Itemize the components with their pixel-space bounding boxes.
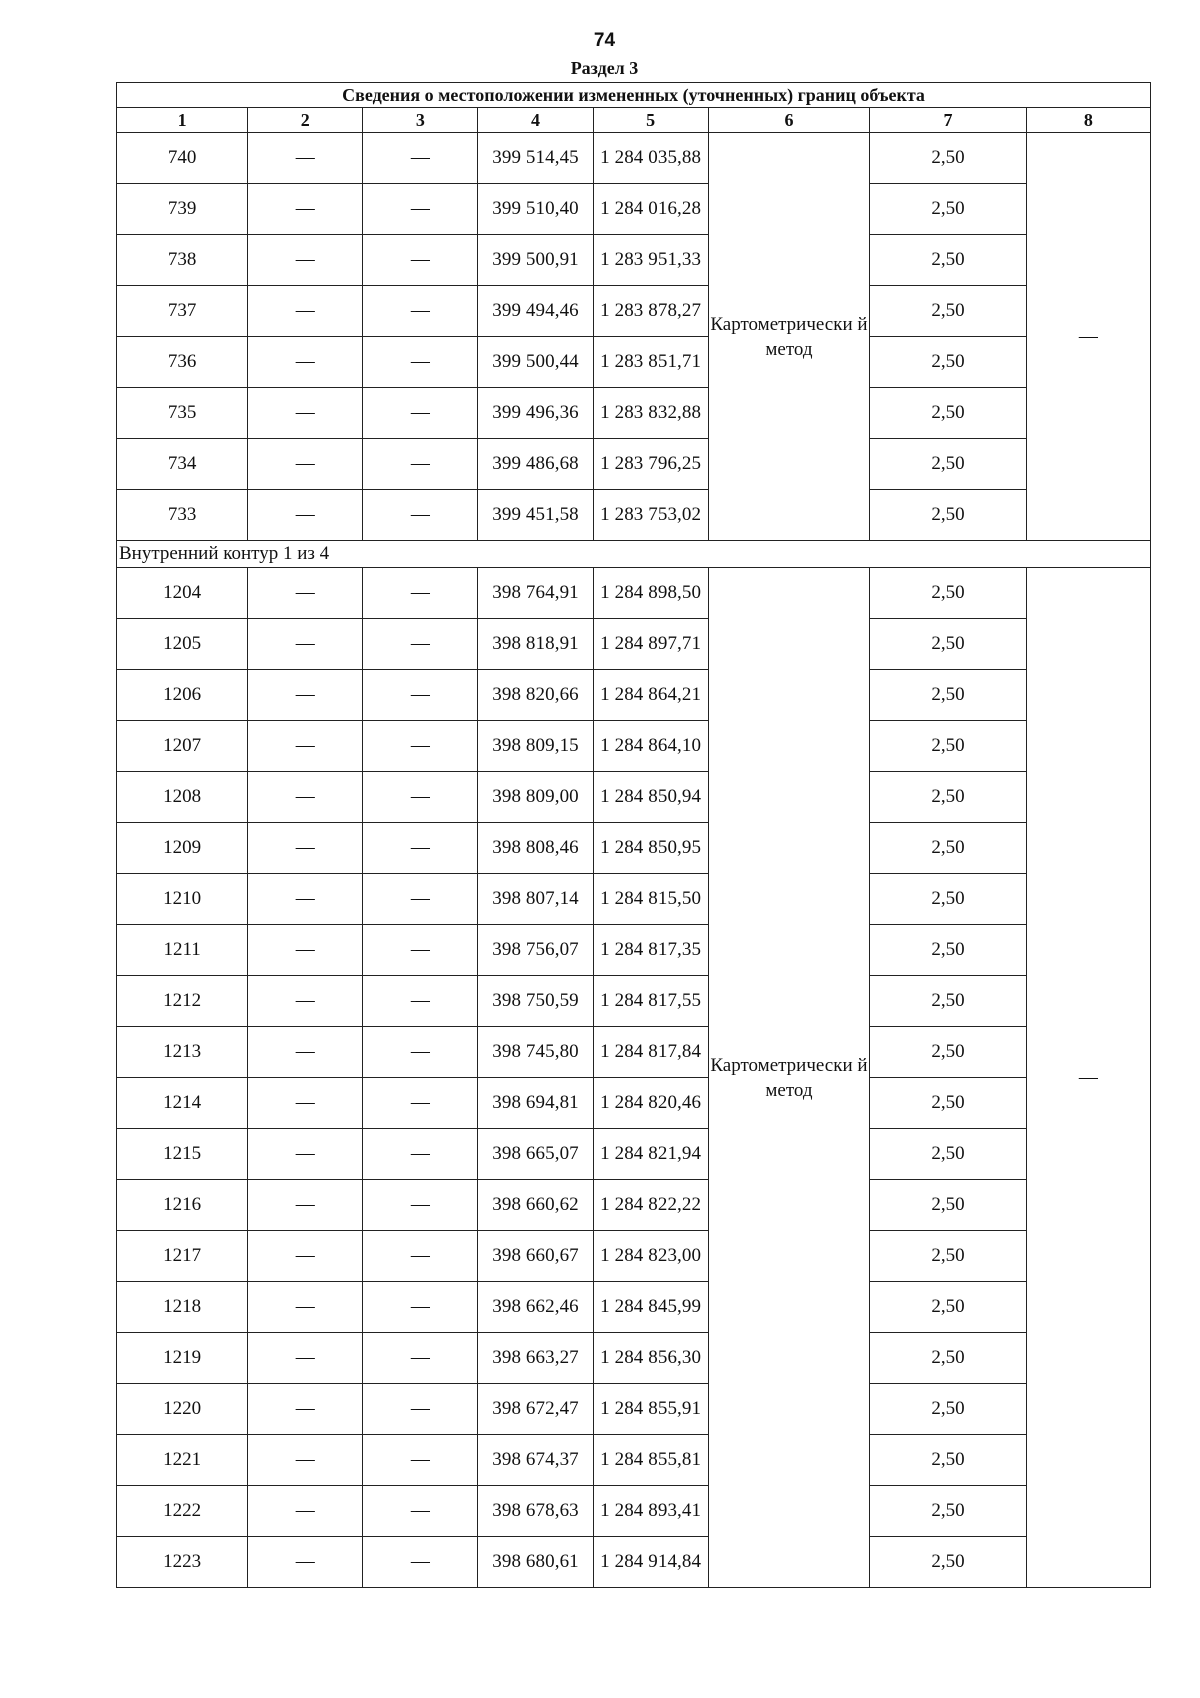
x-coordinate-cell: 398 680,61 bbox=[478, 1537, 593, 1588]
section-title: Раздел 3 bbox=[570, 58, 639, 78]
column-number: 7 bbox=[870, 108, 1027, 133]
table-row bbox=[117, 439, 1151, 490]
col2-cell: — bbox=[248, 1435, 363, 1486]
y-coordinate-cell: 1 284 864,21 bbox=[593, 670, 708, 721]
x-coordinate-cell: 398 809,00 bbox=[478, 772, 593, 823]
table-row bbox=[117, 1027, 1151, 1078]
x-coordinate-cell: 399 451,58 bbox=[478, 490, 593, 541]
x-coordinate-cell: 399 494,46 bbox=[478, 286, 593, 337]
column-number: 8 bbox=[1026, 108, 1150, 133]
col3-cell: — bbox=[363, 1333, 478, 1384]
accuracy-cell: 2,50 bbox=[870, 388, 1027, 439]
x-coordinate-cell: 398 756,07 bbox=[478, 925, 593, 976]
table-row bbox=[117, 1333, 1151, 1384]
y-coordinate-cell: 1 284 850,94 bbox=[593, 772, 708, 823]
y-coordinate-cell: 1 284 845,99 bbox=[593, 1282, 708, 1333]
point-number-cell: 1205 bbox=[117, 619, 248, 670]
y-coordinate-cell: 1 284 817,84 bbox=[593, 1027, 708, 1078]
accuracy-cell: 2,50 bbox=[870, 1537, 1027, 1588]
y-coordinate-cell: 1 284 035,88 bbox=[593, 133, 708, 184]
col2-cell: — bbox=[248, 1027, 363, 1078]
point-number-cell: 734 bbox=[117, 439, 248, 490]
col2-cell: — bbox=[248, 1333, 363, 1384]
x-coordinate-cell: 398 672,47 bbox=[478, 1384, 593, 1435]
x-coordinate-cell: 399 496,36 bbox=[478, 388, 593, 439]
col2-cell: — bbox=[248, 1486, 363, 1537]
accuracy-cell: 2,50 bbox=[870, 1435, 1027, 1486]
table-row bbox=[117, 1384, 1151, 1435]
y-coordinate-cell: 1 283 832,88 bbox=[593, 388, 708, 439]
accuracy-cell: 2,50 bbox=[870, 976, 1027, 1027]
col3-cell: — bbox=[363, 772, 478, 823]
table-caption: Сведения о местоположении измененных (уточненных) границ объекта bbox=[117, 83, 1151, 108]
point-number-cell: 1212 bbox=[117, 976, 248, 1027]
column-number: 2 bbox=[248, 108, 363, 133]
table-row bbox=[117, 670, 1151, 721]
col2-cell: — bbox=[248, 1078, 363, 1129]
table-row bbox=[117, 568, 1151, 619]
col3-cell: — bbox=[363, 388, 478, 439]
y-coordinate-cell: 1 283 796,25 bbox=[593, 439, 708, 490]
accuracy-cell: 2,50 bbox=[870, 133, 1027, 184]
method-cell: Картометрически й метод bbox=[708, 568, 870, 1588]
col8-cell: — bbox=[1026, 568, 1150, 1588]
x-coordinate-cell: 399 510,40 bbox=[478, 184, 593, 235]
table-row bbox=[117, 772, 1151, 823]
col2-cell: — bbox=[248, 337, 363, 388]
y-coordinate-cell: 1 284 850,95 bbox=[593, 823, 708, 874]
accuracy-cell: 2,50 bbox=[870, 490, 1027, 541]
column-number: 5 bbox=[593, 108, 708, 133]
table-row bbox=[117, 1282, 1151, 1333]
col3-cell: — bbox=[363, 490, 478, 541]
table-row bbox=[117, 1129, 1151, 1180]
accuracy-cell: 2,50 bbox=[870, 619, 1027, 670]
point-number-cell: 738 bbox=[117, 235, 248, 286]
table-row bbox=[117, 1435, 1151, 1486]
y-coordinate-cell: 1 284 864,10 bbox=[593, 721, 708, 772]
point-number-cell: 1208 bbox=[117, 772, 248, 823]
x-coordinate-cell: 399 514,45 bbox=[478, 133, 593, 184]
point-number-cell: 1209 bbox=[117, 823, 248, 874]
col2-cell: — bbox=[248, 184, 363, 235]
accuracy-cell: 2,50 bbox=[870, 1078, 1027, 1129]
accuracy-cell: 2,50 bbox=[870, 874, 1027, 925]
point-number-cell: 1221 bbox=[117, 1435, 248, 1486]
col2-cell: — bbox=[248, 1231, 363, 1282]
table-row bbox=[117, 388, 1151, 439]
y-coordinate-cell: 1 284 815,50 bbox=[593, 874, 708, 925]
accuracy-cell: 2,50 bbox=[870, 568, 1027, 619]
col2-cell: — bbox=[248, 286, 363, 337]
point-number-cell: 1204 bbox=[117, 568, 248, 619]
col3-cell: — bbox=[363, 823, 478, 874]
accuracy-cell: 2,50 bbox=[870, 1384, 1027, 1435]
accuracy-cell: 2,50 bbox=[870, 235, 1027, 286]
contour-label: Внутренний контур 1 из 4 bbox=[117, 541, 1151, 568]
boundary-coordinates-table bbox=[116, 82, 1151, 1588]
table-row bbox=[117, 925, 1151, 976]
col2-cell: — bbox=[248, 1384, 363, 1435]
column-number: 6 bbox=[708, 108, 870, 133]
col2-cell: — bbox=[248, 976, 363, 1027]
point-number-cell: 1215 bbox=[117, 1129, 248, 1180]
accuracy-cell: 2,50 bbox=[870, 1282, 1027, 1333]
col2-cell: — bbox=[248, 721, 363, 772]
point-number-cell: 733 bbox=[117, 490, 248, 541]
col3-cell: — bbox=[363, 874, 478, 925]
point-number-cell: 737 bbox=[117, 286, 248, 337]
point-number-cell: 1213 bbox=[117, 1027, 248, 1078]
point-number-cell: 735 bbox=[117, 388, 248, 439]
col3-cell: — bbox=[363, 1486, 478, 1537]
col2-cell: — bbox=[248, 439, 363, 490]
point-number-cell: 1223 bbox=[117, 1537, 248, 1588]
y-coordinate-cell: 1 283 878,27 bbox=[593, 286, 708, 337]
point-number-cell: 1218 bbox=[117, 1282, 248, 1333]
table-row bbox=[117, 1231, 1151, 1282]
column-number: 3 bbox=[363, 108, 478, 133]
x-coordinate-cell: 398 809,15 bbox=[478, 721, 593, 772]
table-row bbox=[117, 286, 1151, 337]
column-number: 1 bbox=[117, 108, 248, 133]
x-coordinate-cell: 398 764,91 bbox=[478, 568, 593, 619]
x-coordinate-cell: 398 820,66 bbox=[478, 670, 593, 721]
accuracy-cell: 2,50 bbox=[870, 925, 1027, 976]
contour-row bbox=[117, 541, 1151, 568]
col2-cell: — bbox=[248, 388, 363, 439]
x-coordinate-cell: 398 808,46 bbox=[478, 823, 593, 874]
col3-cell: — bbox=[363, 721, 478, 772]
x-coordinate-cell: 398 674,37 bbox=[478, 1435, 593, 1486]
table-row bbox=[117, 619, 1151, 670]
y-coordinate-cell: 1 284 823,00 bbox=[593, 1231, 708, 1282]
col3-cell: — bbox=[363, 1435, 478, 1486]
x-coordinate-cell: 399 500,91 bbox=[478, 235, 593, 286]
y-coordinate-cell: 1 284 016,28 bbox=[593, 184, 708, 235]
y-coordinate-cell: 1 284 897,71 bbox=[593, 619, 708, 670]
col3-cell: — bbox=[363, 184, 478, 235]
table-row bbox=[117, 976, 1151, 1027]
table-row bbox=[117, 721, 1151, 772]
point-number-cell: 1220 bbox=[117, 1384, 248, 1435]
table-row bbox=[117, 337, 1151, 388]
table-row bbox=[117, 235, 1151, 286]
point-number-cell: 1206 bbox=[117, 670, 248, 721]
table-row bbox=[117, 1180, 1151, 1231]
point-number-cell: 1211 bbox=[117, 925, 248, 976]
col3-cell: — bbox=[363, 1027, 478, 1078]
x-coordinate-cell: 398 662,46 bbox=[478, 1282, 593, 1333]
table-row bbox=[117, 1078, 1151, 1129]
y-coordinate-cell: 1 284 855,81 bbox=[593, 1435, 708, 1486]
point-number-cell: 1210 bbox=[117, 874, 248, 925]
col3-cell: — bbox=[363, 1384, 478, 1435]
col3-cell: — bbox=[363, 925, 478, 976]
col2-cell: — bbox=[248, 1129, 363, 1180]
col3-cell: — bbox=[363, 1129, 478, 1180]
col2-cell: — bbox=[248, 823, 363, 874]
accuracy-cell: 2,50 bbox=[870, 721, 1027, 772]
accuracy-cell: 2,50 bbox=[870, 439, 1027, 490]
accuracy-cell: 2,50 bbox=[870, 772, 1027, 823]
point-number-cell: 740 bbox=[117, 133, 248, 184]
table-row bbox=[117, 874, 1151, 925]
col2-cell: — bbox=[248, 490, 363, 541]
col2-cell: — bbox=[248, 1537, 363, 1588]
col3-cell: — bbox=[363, 337, 478, 388]
accuracy-cell: 2,50 bbox=[870, 1129, 1027, 1180]
col3-cell: — bbox=[363, 976, 478, 1027]
point-number-cell: 736 bbox=[117, 337, 248, 388]
x-coordinate-cell: 398 660,67 bbox=[478, 1231, 593, 1282]
table-row bbox=[117, 133, 1151, 184]
y-coordinate-cell: 1 283 753,02 bbox=[593, 490, 708, 541]
col2-cell: — bbox=[248, 619, 363, 670]
col3-cell: — bbox=[363, 670, 478, 721]
accuracy-cell: 2,50 bbox=[870, 1486, 1027, 1537]
col8-cell: — bbox=[1026, 133, 1150, 541]
accuracy-cell: 2,50 bbox=[870, 337, 1027, 388]
col3-cell: — bbox=[363, 1231, 478, 1282]
accuracy-cell: 2,50 bbox=[870, 1027, 1027, 1078]
column-number: 4 bbox=[478, 108, 593, 133]
y-coordinate-cell: 1 284 820,46 bbox=[593, 1078, 708, 1129]
col2-cell: — bbox=[248, 1282, 363, 1333]
table-row bbox=[117, 1486, 1151, 1537]
x-coordinate-cell: 399 500,44 bbox=[478, 337, 593, 388]
point-number-cell: 739 bbox=[117, 184, 248, 235]
page-number: 74 bbox=[593, 30, 616, 51]
x-coordinate-cell: 398 694,81 bbox=[478, 1078, 593, 1129]
y-coordinate-cell: 1 284 821,94 bbox=[593, 1129, 708, 1180]
col3-cell: — bbox=[363, 1078, 478, 1129]
x-coordinate-cell: 398 750,59 bbox=[478, 976, 593, 1027]
x-coordinate-cell: 398 745,80 bbox=[478, 1027, 593, 1078]
accuracy-cell: 2,50 bbox=[870, 1180, 1027, 1231]
y-coordinate-cell: 1 284 822,22 bbox=[593, 1180, 708, 1231]
point-number-cell: 1219 bbox=[117, 1333, 248, 1384]
y-coordinate-cell: 1 284 856,30 bbox=[593, 1333, 708, 1384]
accuracy-cell: 2,50 bbox=[870, 823, 1027, 874]
col3-cell: — bbox=[363, 1282, 478, 1333]
point-number-cell: 1217 bbox=[117, 1231, 248, 1282]
col3-cell: — bbox=[363, 235, 478, 286]
col2-cell: — bbox=[248, 772, 363, 823]
table-row bbox=[117, 1537, 1151, 1588]
point-number-cell: 1216 bbox=[117, 1180, 248, 1231]
table-row bbox=[117, 490, 1151, 541]
y-coordinate-cell: 1 284 914,84 bbox=[593, 1537, 708, 1588]
x-coordinate-cell: 398 663,27 bbox=[478, 1333, 593, 1384]
col3-cell: — bbox=[363, 1180, 478, 1231]
point-number-cell: 1222 bbox=[117, 1486, 248, 1537]
method-cell: Картометрически й метод bbox=[708, 133, 870, 541]
y-coordinate-cell: 1 283 951,33 bbox=[593, 235, 708, 286]
accuracy-cell: 2,50 bbox=[870, 286, 1027, 337]
y-coordinate-cell: 1 284 898,50 bbox=[593, 568, 708, 619]
point-number-cell: 1214 bbox=[117, 1078, 248, 1129]
x-coordinate-cell: 398 665,07 bbox=[478, 1129, 593, 1180]
accuracy-cell: 2,50 bbox=[870, 184, 1027, 235]
y-coordinate-cell: 1 283 851,71 bbox=[593, 337, 708, 388]
col3-cell: — bbox=[363, 568, 478, 619]
col2-cell: — bbox=[248, 1180, 363, 1231]
col3-cell: — bbox=[363, 133, 478, 184]
accuracy-cell: 2,50 bbox=[870, 670, 1027, 721]
x-coordinate-cell: 399 486,68 bbox=[478, 439, 593, 490]
col2-cell: — bbox=[248, 925, 363, 976]
x-coordinate-cell: 398 660,62 bbox=[478, 1180, 593, 1231]
col2-cell: — bbox=[248, 670, 363, 721]
col2-cell: — bbox=[248, 568, 363, 619]
col3-cell: — bbox=[363, 1537, 478, 1588]
col3-cell: — bbox=[363, 286, 478, 337]
x-coordinate-cell: 398 678,63 bbox=[478, 1486, 593, 1537]
table-row bbox=[117, 823, 1151, 874]
col2-cell: — bbox=[248, 235, 363, 286]
y-coordinate-cell: 1 284 855,91 bbox=[593, 1384, 708, 1435]
col2-cell: — bbox=[248, 874, 363, 925]
y-coordinate-cell: 1 284 817,55 bbox=[593, 976, 708, 1027]
y-coordinate-cell: 1 284 893,41 bbox=[593, 1486, 708, 1537]
accuracy-cell: 2,50 bbox=[870, 1231, 1027, 1282]
point-number-cell: 1207 bbox=[117, 721, 248, 772]
y-coordinate-cell: 1 284 817,35 bbox=[593, 925, 708, 976]
x-coordinate-cell: 398 807,14 bbox=[478, 874, 593, 925]
col3-cell: — bbox=[363, 439, 478, 490]
accuracy-cell: 2,50 bbox=[870, 1333, 1027, 1384]
col2-cell: — bbox=[248, 133, 363, 184]
col3-cell: — bbox=[363, 619, 478, 670]
x-coordinate-cell: 398 818,91 bbox=[478, 619, 593, 670]
table-row bbox=[117, 184, 1151, 235]
